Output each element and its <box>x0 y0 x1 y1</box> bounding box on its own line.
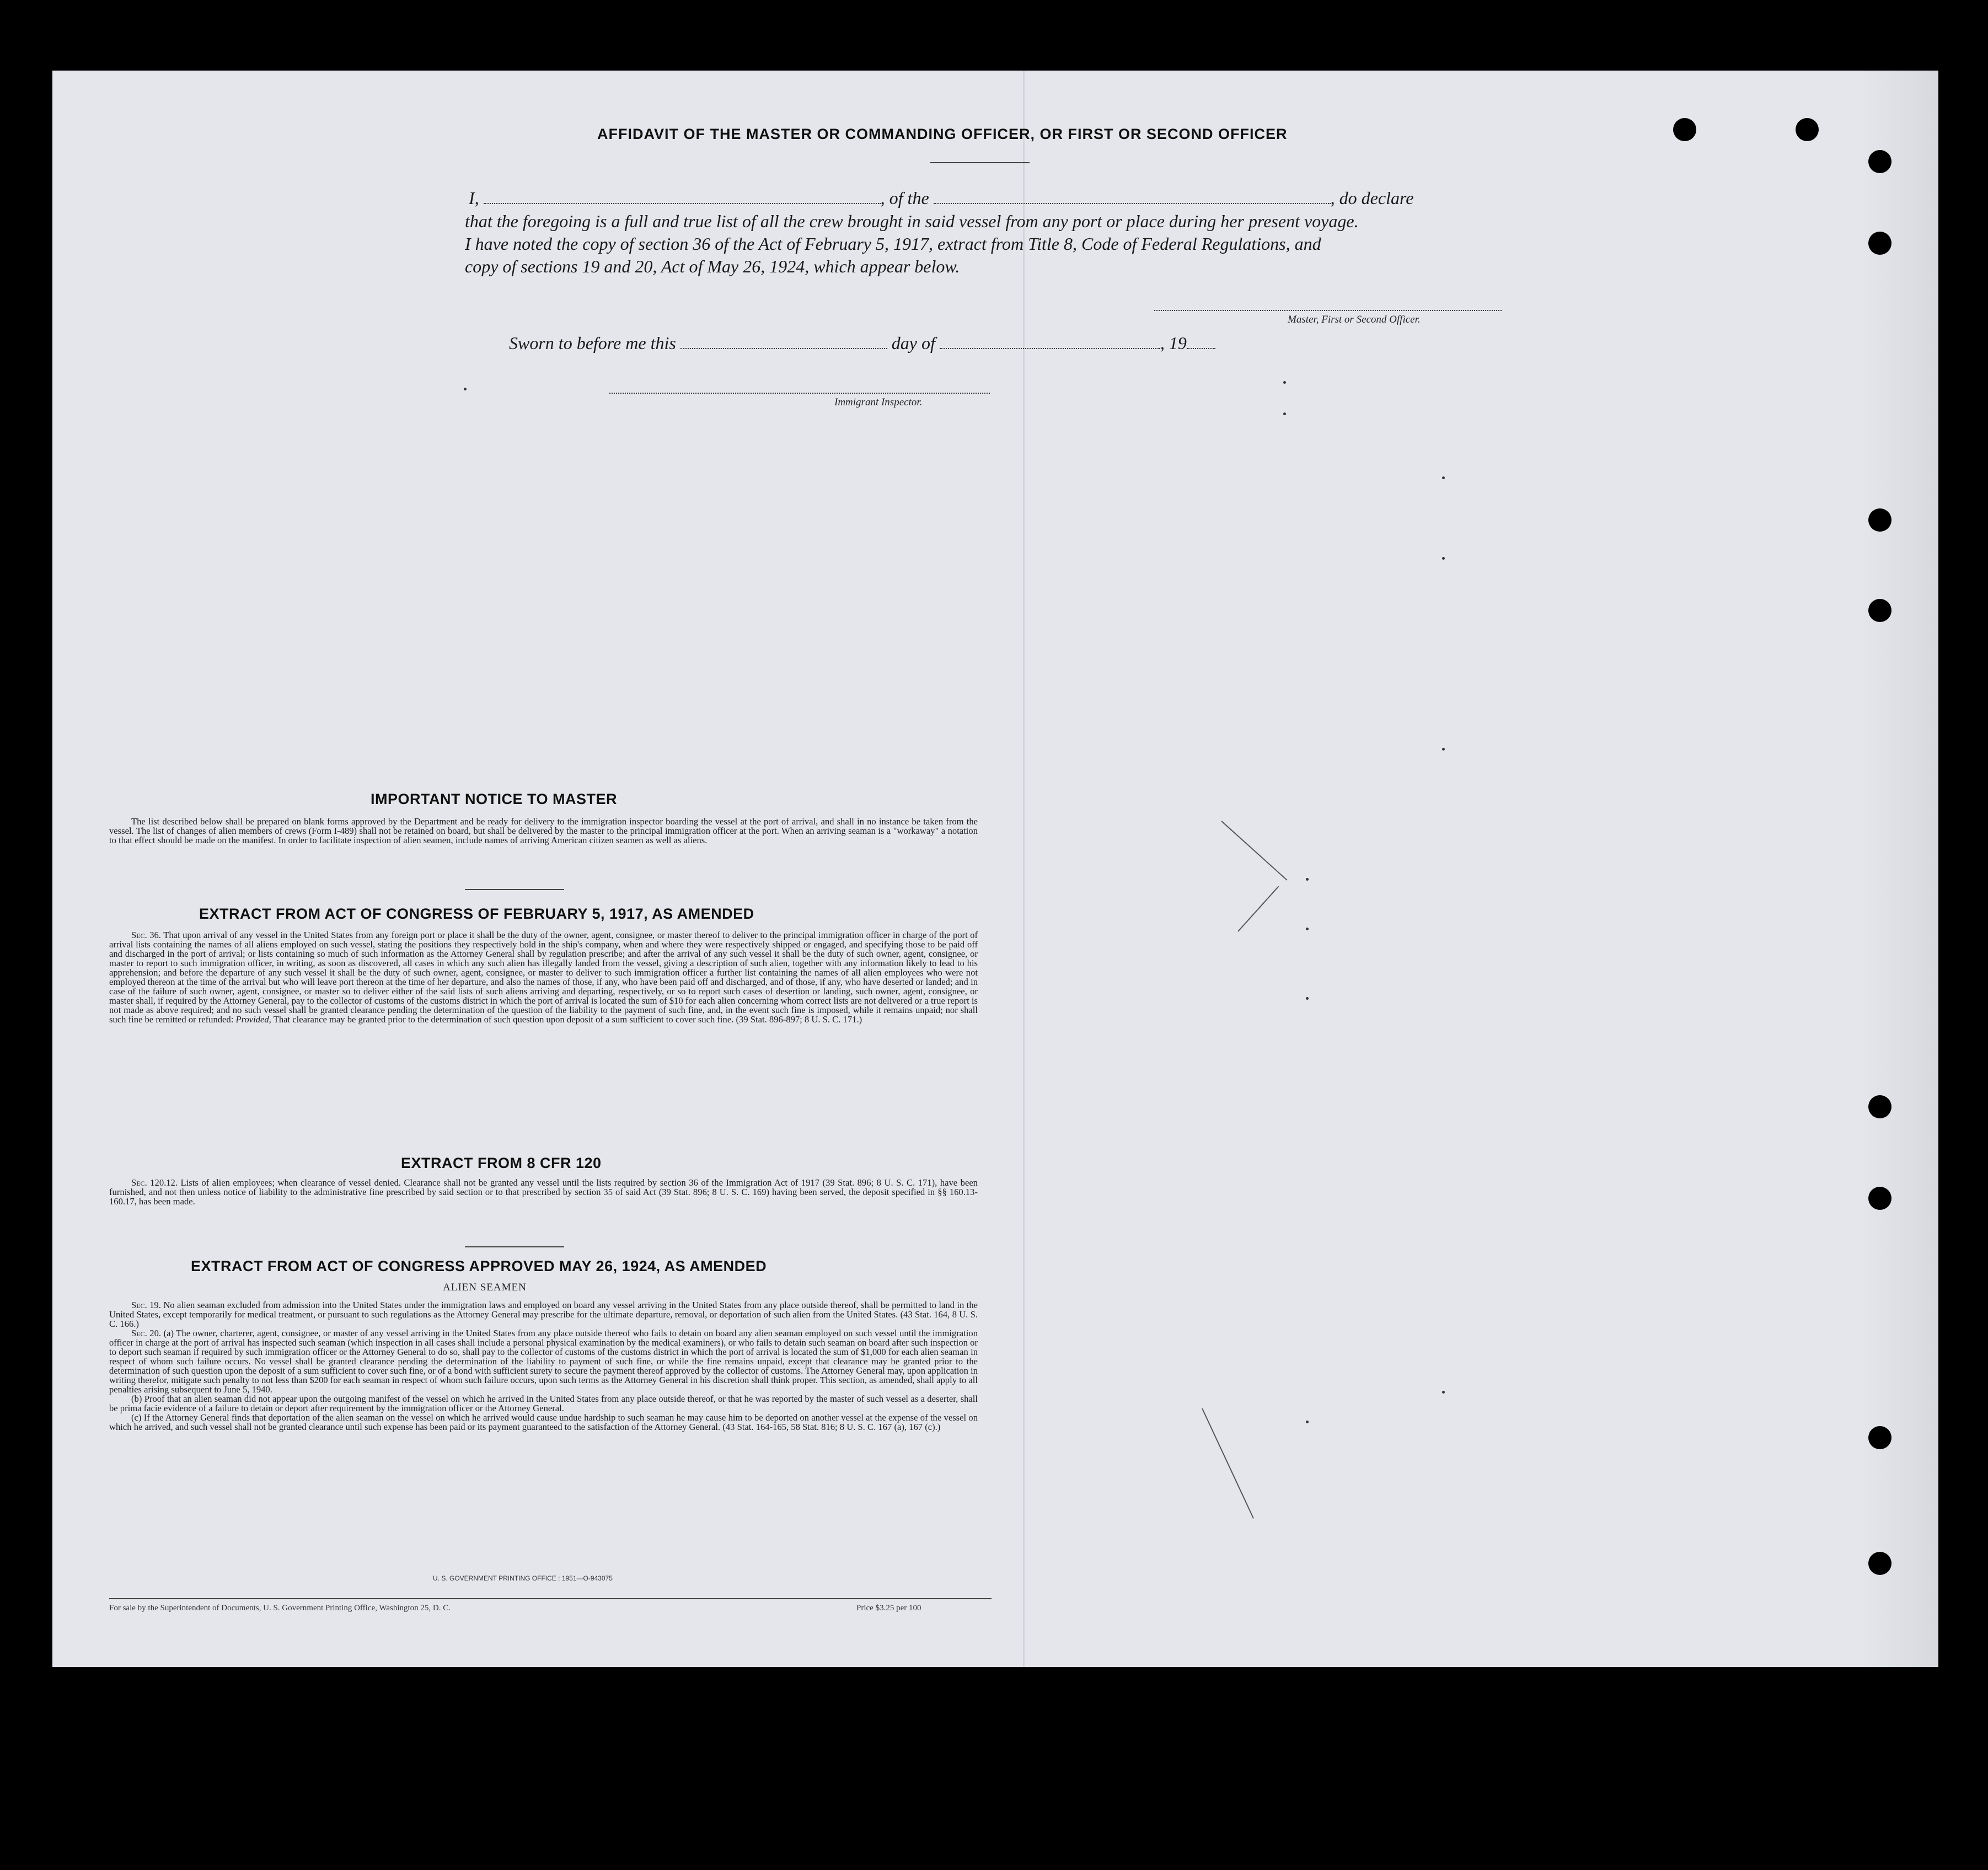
sworn-day-of: day of <box>891 333 935 353</box>
sec-20-label: Sec. 20. <box>131 1328 162 1338</box>
sec-36-end: That clearance may be granted prior to the determination of such question upon deposit of a sum sufficient to cover such fine. (39 Stat. 896-897; 8 U. S. C. 171.) <box>273 1014 862 1025</box>
declaration-line-1 <box>469 187 1413 210</box>
bleed-mark <box>1442 1391 1445 1394</box>
gpo-imprint: U. S. GOVERNMENT PRINTING OFFICE : 1951—O-943075 <box>433 1574 613 1582</box>
notice-rule <box>465 889 564 890</box>
day-blank[interactable] <box>680 334 887 349</box>
bleed-mark <box>1442 557 1445 560</box>
footer-price: Price $3.25 per 100 <box>856 1604 921 1612</box>
vessel-blank[interactable] <box>934 189 1331 204</box>
title-rule <box>930 162 1030 163</box>
affidavit-title: AFFIDAVIT OF THE MASTER OR COMMANDING OFFICER, OR FIRST OR SECOND OFFICER <box>597 126 1288 142</box>
bleed-mark <box>1283 381 1286 384</box>
punch-hole <box>1796 118 1819 141</box>
bleed-mark <box>1283 412 1286 415</box>
sec-120-label: Sec. 120.12. <box>131 1177 178 1188</box>
extract-1917-text <box>109 930 978 1024</box>
sec-20a-body: (a) The owner, charterer, agent, consignee, or master of any vessel arriving in the United States from any place outside thereof who fails to detain on board any alien seaman employed on such vessel until the immigration officer in charge at the port of arrival has inspected such seaman (which inspection in all cases shall include a personal physical examination by the medical examiners), or who fails to detain such seaman on board after such inspection or to deport such seaman if required by such immigration officer or the Attorney General to do so, shall pay to the collector of customs of the customs district in which the port of arrival is located the sum of $1,000 for each alien seaman in respect of whom such failure occurs. No vessel shall be granted clearance pending the determination of the liability to payment of such fine, or while the fine remains unpaid, except that clearance may be granted prior to the determination of such question upon the deposit of a sum sufficient to cover such fine, or of a bond with sufficient surety to secure the payment thereof approved by the collector of customs. The Attorney General may, upon application in writing therefor, mitigate such penalty to not less than $200 for each seaman in respect of whom such failure occurs, upon such terms as the Attorney General in his discretion shall think proper. This section, as amended, shall apply to all penalties arising subsequent to June 5, 1940. <box>109 1328 978 1395</box>
bleed-mark <box>1306 1421 1309 1423</box>
provided-word: Provided, <box>235 1014 271 1025</box>
declaration-line-2: that the foregoing is a full and true list of all the crew brought in said vessel from any port or place during her present voyage. <box>465 211 1359 231</box>
extract-cfr-text <box>109 1178 978 1206</box>
declaration-line-4: copy of sections 19 and 20, Act of May 26, 1924, which appear below. <box>465 256 960 276</box>
of-the-text: , of the <box>880 188 929 208</box>
month-blank[interactable] <box>940 334 1160 349</box>
year-blank[interactable] <box>1187 334 1215 349</box>
extract-1917-heading: EXTRACT FROM ACT OF CONGRESS OF FEBRUARY 5, 1917, AS AMENDED <box>199 905 754 922</box>
page-fold <box>1023 71 1025 1667</box>
notice-text: The list described below shall be prepared on blank forms approved by the Department and be ready for delivery to the immigration inspector boarding the vessel at the port of arrival, and shall in no instance be taken from the vessel. The list of changes of alien members of crews (Form I-489) shall not be retained on board, but shall be delivered by the master to the principal immigration officer at the port. When an arriving seaman is a "workaway" a notation to that effect should be made on the manifest. In order to facilitate inspection of alien seamen, include names of arriving American citizen seamen as well as aliens. <box>109 816 978 845</box>
punch-hole <box>1868 1187 1891 1210</box>
sec-36-label: Sec. 36. <box>131 930 161 940</box>
bleed-mark <box>1306 878 1309 881</box>
punch-hole <box>1868 232 1891 255</box>
bleed-mark <box>1442 748 1445 751</box>
pen-stroke <box>1221 821 1287 881</box>
punch-hole <box>1868 1095 1891 1118</box>
sworn-year: , 19 <box>1160 333 1187 353</box>
sec-20b-body: (b) Proof that an alien seaman did not appear upon the outgoing manifest of the vessel on which he arrived in the United States from any place outside thereof, or that he was reported by the master of such vessel as a deserter, shall be prima facie evidence of a failure to detain or deport after requirement by the immigration officer or the Attorney General. <box>109 1394 978 1413</box>
master-signature-line[interactable] <box>1154 310 1502 311</box>
alien-seamen-subheading: ALIEN SEAMEN <box>443 1282 527 1293</box>
inspector-signature-line[interactable] <box>609 393 990 394</box>
punch-hole <box>1868 1426 1891 1449</box>
sec-36-body: That upon arrival of any vessel in the United States from any foreign port or place it shall be the duty of the owner, agent, consignee, or master thereof to deliver to the principal immigration officer in charge of the port of arrival lists containing the names of all aliens employed on such vessel, stating the positions they respectively hold in the ship's company, when and where they were respectively shipped or engaged, and specifying those to be paid off and discharged in the port of arrival; or lists containing so much of such information as the Attorney General shall by regulation prescribe; and after the arrival of any such vessel it shall be the duty of such owner, agent, consignee, or master to report to such immigration officer, in writing, as soon as discovered, all cases in which any such alien has illegally landed from the vessel, giving a description of such alien, together with any information likely to lead to his apprehension; and before the departure of any such vessel it shall be the duty of such owner, agent, consignee, or master to deliver to such immigration officer a further list containing the names of all alien employees who were not employed thereon at the time of the arrival but who will leave port thereon at the time of her departure, and also the names of those, if any, who have been paid off and discharged, and of those, if any, who have deserted or landed; and in case of the failure of such owner, agent, consignee, or master so to deliver either of the said lists of such aliens arriving and departing, respectively, or so to report such cases of desertion or landing, such owner, agent, consignee, or master shall, if required by the Attorney General, pay to the collector of customs of the customs district in which the port of arrival is located the sum of $10 for each alien concerning whom correct lists are not delivered or a true report is not made as above required; and no such vessel shall be granted clearance pending the determination of the question of the liability to the payment of such fine, and, in the event such fine is imposed, while it remains unpaid; nor shall such fine be remitted or refunded: <box>109 930 978 1025</box>
cfr-rule <box>465 1246 564 1247</box>
name-blank[interactable] <box>484 189 881 204</box>
punch-hole <box>1868 150 1891 173</box>
footer-sale-text: For sale by the Superintendent of Documents, U. S. Government Printing Office, Washington 25, D. C. <box>109 1604 451 1612</box>
sworn-lead: Sworn to before me this <box>509 333 676 353</box>
do-declare-text: , do declare <box>1330 188 1414 208</box>
declaration-lead: I, <box>469 188 479 208</box>
pen-stroke <box>1237 886 1279 932</box>
punch-hole <box>1673 118 1696 141</box>
pen-stroke <box>1202 1408 1254 1519</box>
punch-hole <box>1868 599 1891 622</box>
sec-20c-body: (c) If the Attorney General finds that deportation of the alien seaman on the vessel on which he arrived would cause undue hardship to such seaman he may cause him to be deported on another vessel at the expense of the vessel on which he arrived, and such vessel shall not be granted clearance until such expense has been paid or its payment guaranteed to the satisfaction of the Attorney General. (43 Stat. 164-165, 58 Stat. 816; 8 U. S. C. 167 (a), 167 (c).) <box>109 1412 978 1432</box>
sec-120-body: Lists of alien employees; when clearance of vessel denied. Clearance shall not be granted any vessel until the lists required by section 36 of the Immigration Act of 1917 (39 Stat. 896; 8 U. S. C. 171), have been furnished, and not then unless notice of liability to the administrative fine prescribed by said section or to that prescribed by section 35 of said Act (39 Stat. 896; 8 U. S. C. 169) having been served, the deposit specified in §§ 160.13-160.17, has been made. <box>109 1177 978 1207</box>
notice-heading: IMPORTANT NOTICE TO MASTER <box>371 791 617 807</box>
sec-19-body: No alien seaman excluded from admission into the United States under the immigration laws and employed on board any vessel arriving in the United States from any place outside thereof, shall be permitted to land in the United States, except temporarily for medical treatment, or pursuant to such regulations as the Attorney General may prescribe for the ultimate departure, removal, or deportation of such alien from the United States. (43 Stat. 164, 8 U. S. C. 166.) <box>109 1300 978 1329</box>
extract-1924-heading: EXTRACT FROM ACT OF CONGRESS APPROVED MAY 26, 1924, AS AMENDED <box>191 1258 767 1274</box>
inspector-caption: Immigrant Inspector. <box>834 396 923 408</box>
footer-rule <box>109 1598 992 1599</box>
bleed-mark <box>1306 997 1309 1000</box>
extract-1924-text <box>109 1300 978 1432</box>
sec-19-label: Sec. 19. <box>131 1300 161 1310</box>
master-signature-caption: Master, First or Second Officer. <box>1288 314 1421 325</box>
punch-hole <box>1868 1552 1891 1575</box>
bleed-mark <box>464 388 467 390</box>
document-sheet <box>52 71 1938 1667</box>
extract-cfr-heading: EXTRACT FROM 8 CFR 120 <box>401 1155 602 1171</box>
declaration-line-3: I have noted the copy of section 36 of the Act of February 5, 1917, extract from Title 8, Code of Federal Regulations, and <box>465 234 1321 254</box>
bleed-mark <box>1306 928 1309 930</box>
punch-hole <box>1868 508 1891 532</box>
bleed-mark <box>1442 476 1445 479</box>
sworn-line <box>509 332 1215 355</box>
